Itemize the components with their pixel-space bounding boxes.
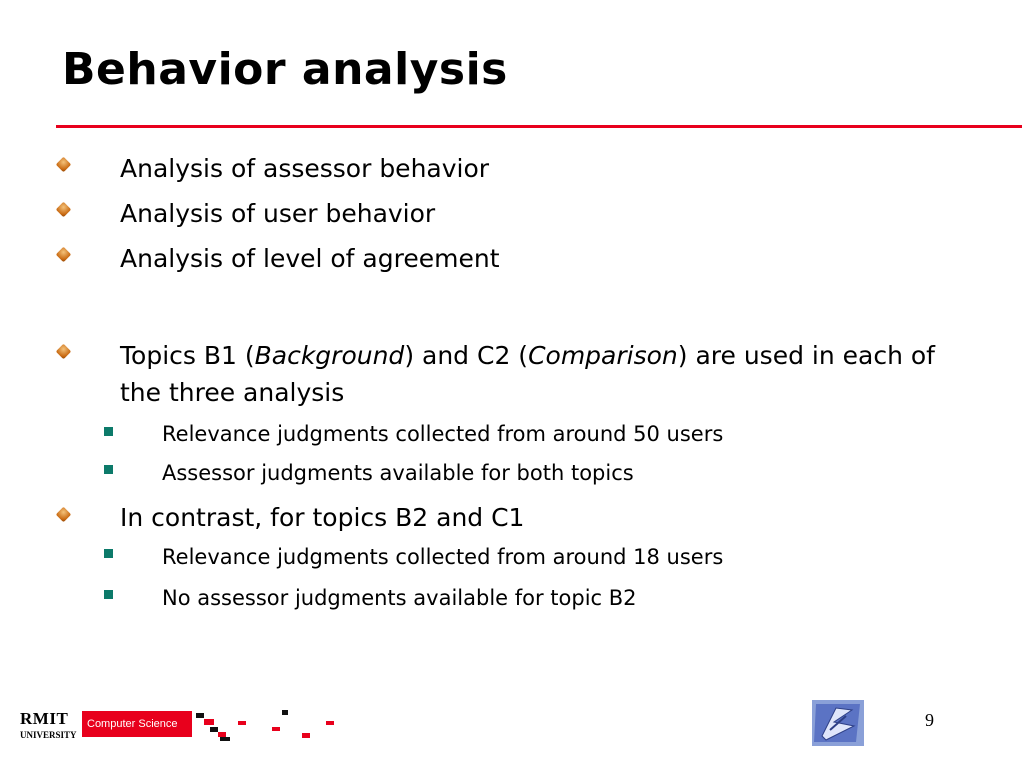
sub-bullet-item: Relevance judgments collected from around 50 users	[162, 422, 724, 446]
topics-mid: ) and C2 (	[404, 341, 529, 370]
dept-label: Computer Science	[82, 711, 192, 737]
sub-bullet-square-icon	[104, 427, 113, 436]
contrast-bullet: In contrast, for topics B2 and C1	[120, 503, 525, 532]
bullet-item: Analysis of assessor behavior	[120, 154, 490, 183]
decor-pixel	[238, 721, 246, 725]
topics-bullet	[120, 337, 980, 411]
sub-bullet-square-icon	[104, 590, 113, 599]
sub-bullet-square-icon	[104, 465, 113, 474]
sub-bullet-item: Relevance judgments collected from around 18 users	[162, 545, 724, 569]
decor-pixel	[326, 721, 334, 725]
bullet-item: Analysis of level of agreement	[120, 244, 500, 273]
decor-pixel	[272, 727, 280, 731]
rmit-logo-subtext: UNIVERSITY	[20, 730, 77, 740]
topic-c2-name: Comparison	[528, 341, 678, 370]
topic-b1-name: Background	[254, 341, 405, 370]
decor-pixel	[196, 713, 204, 718]
title-divider	[56, 125, 1022, 128]
bullet-diamond-icon	[56, 507, 72, 523]
rmit-logo-text: RMIT	[20, 709, 69, 728]
sub-bullet-item: Assessor judgments available for both topics	[162, 461, 634, 485]
rmit-crest-icon	[812, 700, 864, 746]
sub-bullet-square-icon	[104, 549, 113, 558]
bullet-diamond-icon	[56, 344, 72, 360]
page-number: 9	[925, 710, 934, 730]
decor-pixel	[282, 710, 288, 715]
bullet-diamond-icon	[56, 157, 72, 173]
topics-suffix: ) are used in each of the three analysis	[120, 341, 935, 407]
sub-bullet-item: No assessor judgments available for topic B2	[162, 586, 637, 610]
slide-title: Behavior analysis	[62, 44, 508, 95]
bullet-diamond-icon	[56, 202, 72, 218]
bullet-diamond-icon	[56, 247, 72, 263]
decor-pixel	[204, 719, 214, 725]
decor-pixel	[302, 733, 310, 738]
decor-pixel	[210, 727, 218, 732]
bullet-item: Analysis of user behavior	[120, 199, 436, 228]
decor-pixel	[220, 737, 230, 741]
topics-prefix: Topics B1 (	[120, 341, 255, 370]
